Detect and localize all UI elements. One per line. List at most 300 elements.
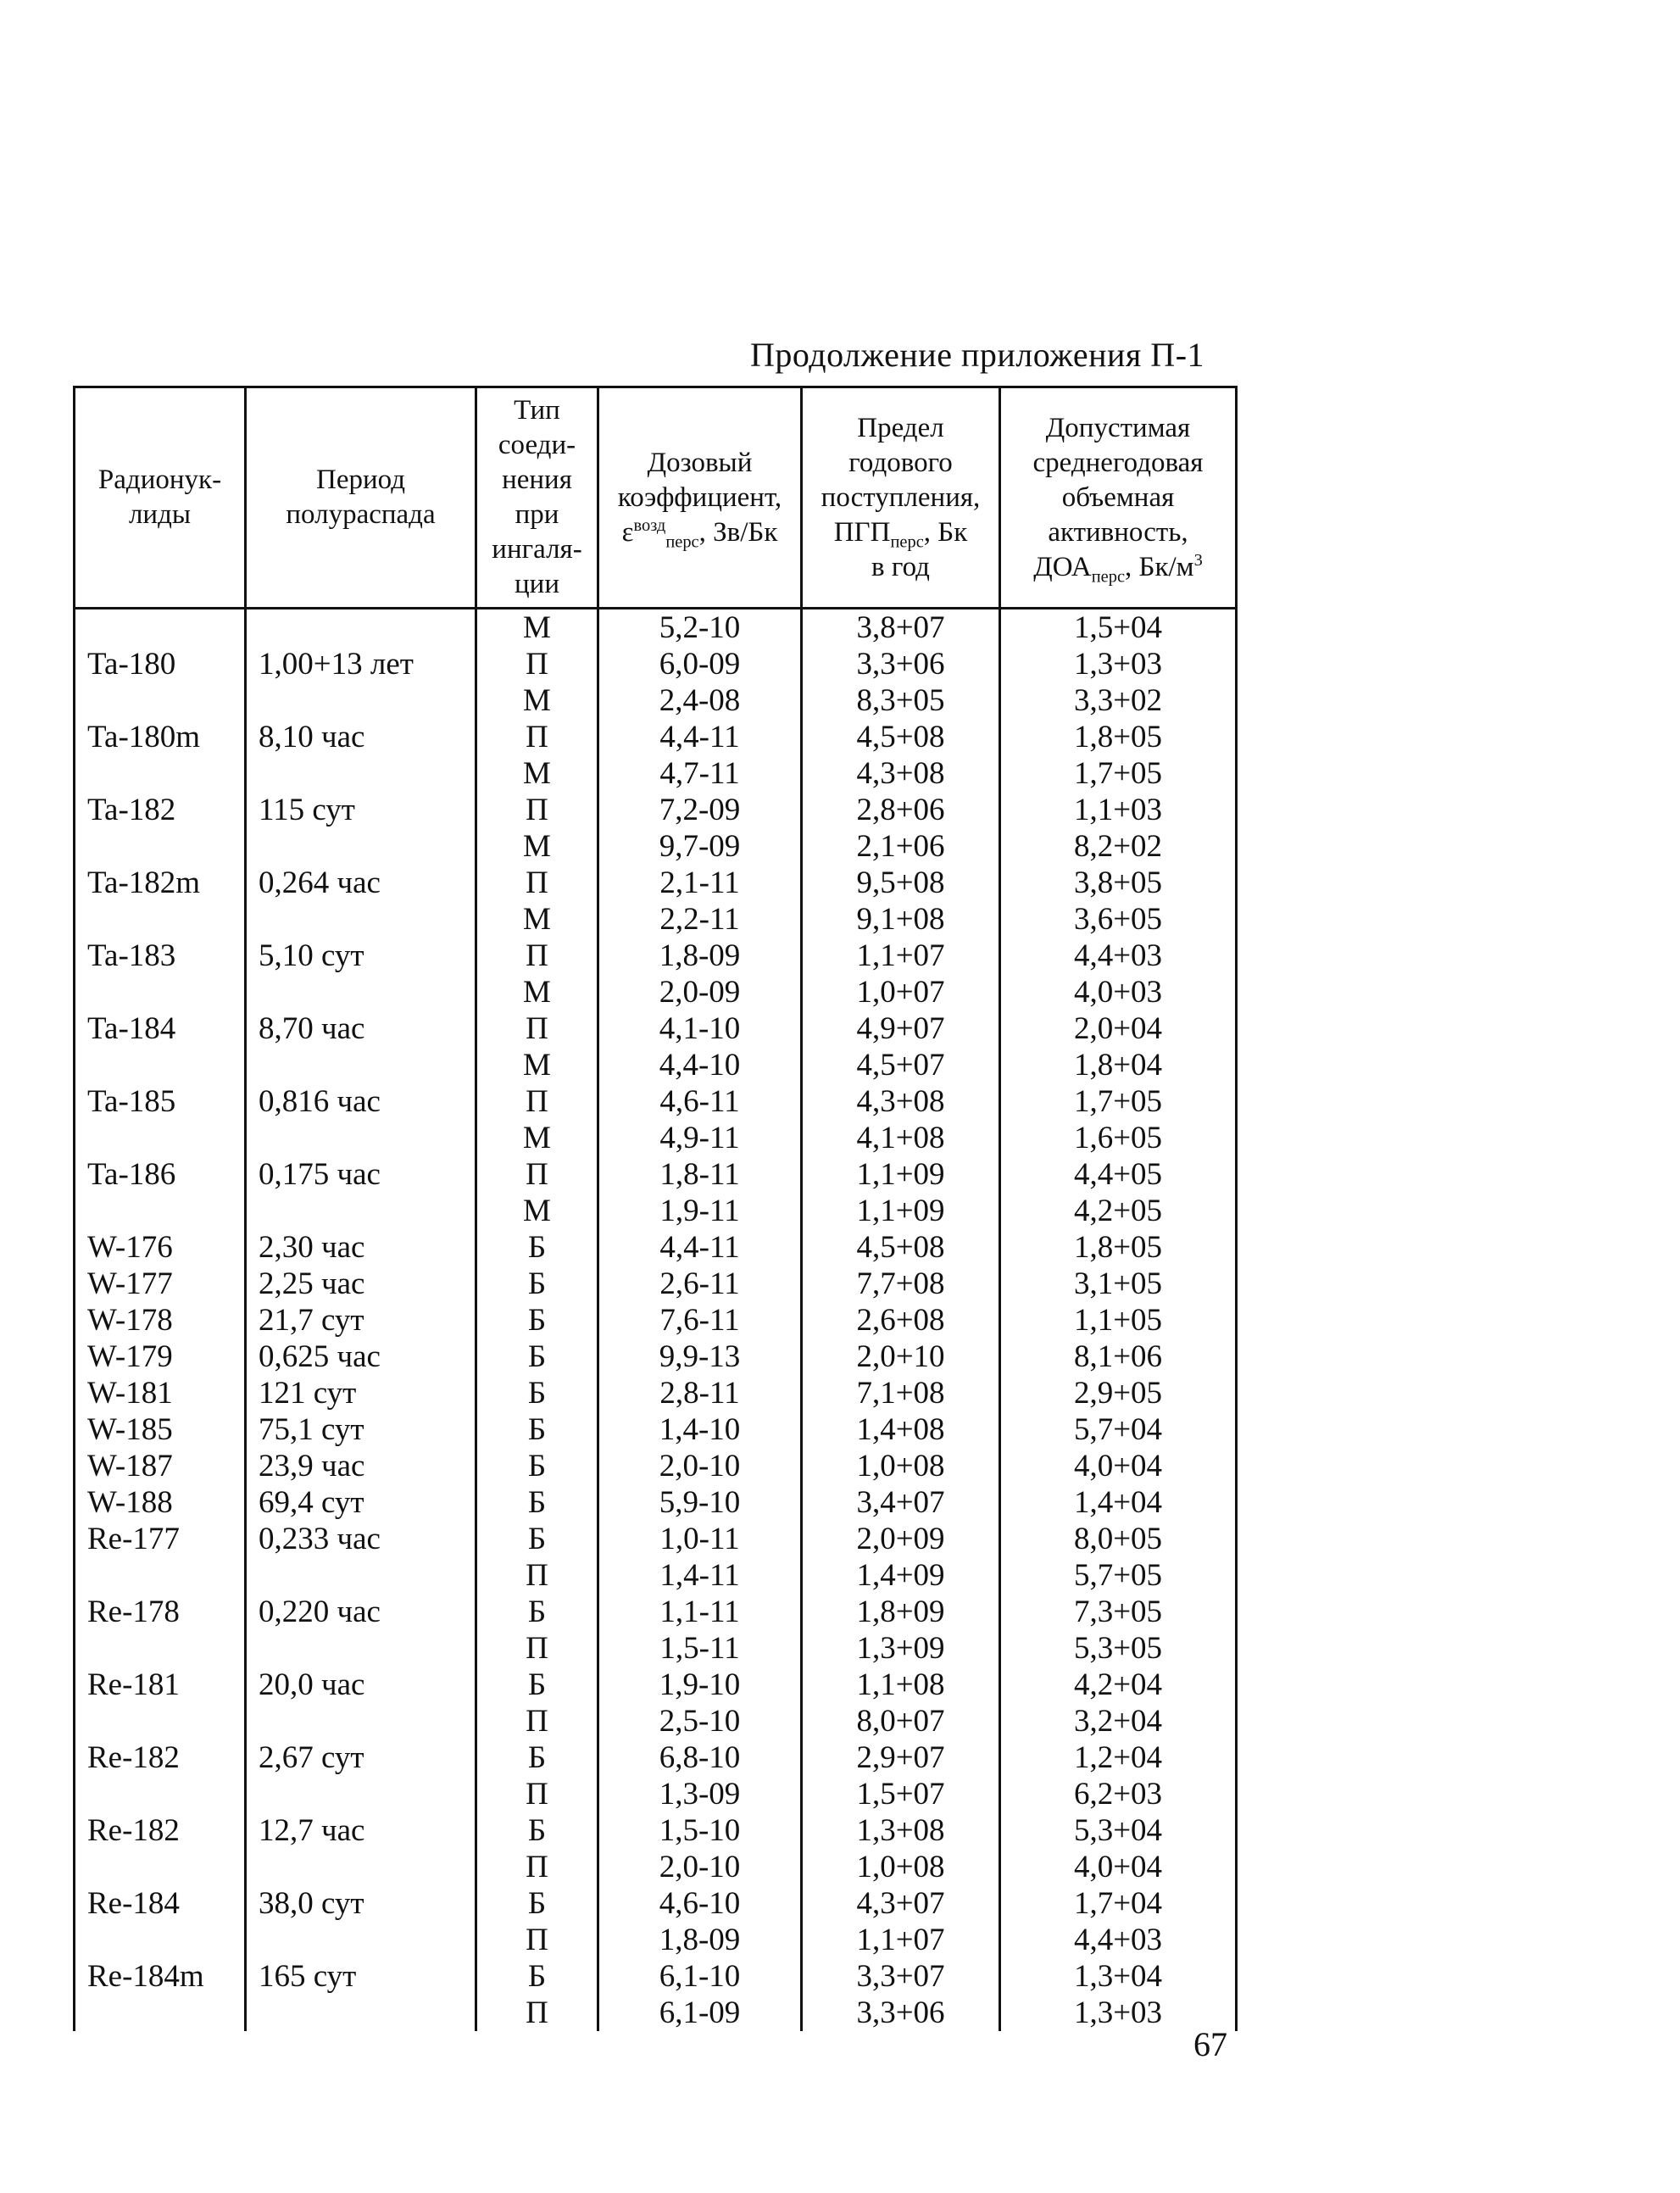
cell-half-life: 38,0 сут xyxy=(246,1885,476,1922)
table-row xyxy=(75,974,1237,1010)
cell-dose-coefficient: 4,4-10 xyxy=(598,1047,802,1083)
header-period xyxy=(246,387,476,609)
table-row xyxy=(75,646,1237,682)
cell-intake-limit: 1,4+09 xyxy=(802,1557,1000,1594)
cell-permissible-activity: 3,3+02 xyxy=(1000,682,1237,719)
cell-dose-coefficient: 2,0-10 xyxy=(598,1849,802,1885)
cell-intake-limit: 4,5+08 xyxy=(802,719,1000,755)
cell-permissible-activity: 3,1+05 xyxy=(1000,1266,1237,1302)
table-row xyxy=(75,1849,1237,1885)
cell-half-life xyxy=(246,1849,476,1885)
header-limit-sub: перс xyxy=(890,532,924,552)
cell-half-life xyxy=(246,1922,476,1958)
cell-intake-limit: 4,3+08 xyxy=(802,755,1000,792)
cell-half-life: 0,625 час xyxy=(246,1339,476,1375)
cell-half-life: 23,9 час xyxy=(246,1448,476,1484)
cell-compound-type: П xyxy=(476,1922,598,1958)
table-row xyxy=(75,1120,1237,1156)
cell-intake-limit: 4,9+07 xyxy=(802,1010,1000,1047)
cell-dose-coefficient: 2,0-09 xyxy=(598,974,802,1010)
cell-half-life: 1,00+13 лет xyxy=(246,646,476,682)
cell-intake-limit: 1,0+07 xyxy=(802,974,1000,1010)
cell-compound-type: М xyxy=(476,828,598,865)
table-row xyxy=(75,901,1237,938)
cell-dose-coefficient: 1,0-11 xyxy=(598,1521,802,1557)
table-row xyxy=(75,1594,1237,1630)
table-row xyxy=(75,865,1237,901)
cell-compound-type: Б xyxy=(476,1411,598,1448)
table-row xyxy=(75,1557,1237,1594)
cell-compound-type: М xyxy=(476,755,598,792)
cell-intake-limit: 2,0+10 xyxy=(802,1339,1000,1375)
table-row xyxy=(75,938,1237,974)
cell-permissible-activity: 1,3+03 xyxy=(1000,646,1237,682)
cell-permissible-activity: 4,4+05 xyxy=(1000,1156,1237,1193)
cell-dose-coefficient: 2,2-11 xyxy=(598,901,802,938)
cell-compound-type: П xyxy=(476,1849,598,1885)
cell-intake-limit: 9,5+08 xyxy=(802,865,1000,901)
cell-dose-coefficient: 1,3-09 xyxy=(598,1776,802,1812)
cell-compound-type: М xyxy=(476,1120,598,1156)
header-dose-main: Дозовый коэффициент, xyxy=(617,447,782,513)
table-row xyxy=(75,1885,1237,1922)
radionuclide-table-container xyxy=(73,386,1235,2031)
table-row xyxy=(75,1995,1237,2031)
cell-half-life xyxy=(246,828,476,865)
cell-dose-coefficient: 1,8-11 xyxy=(598,1156,802,1193)
cell-permissible-activity: 5,7+05 xyxy=(1000,1557,1237,1594)
cell-nuclide: Re-184 xyxy=(75,1885,246,1922)
cell-intake-limit: 1,3+08 xyxy=(802,1812,1000,1849)
cell-permissible-activity: 3,8+05 xyxy=(1000,865,1237,901)
cell-permissible-activity: 1,7+05 xyxy=(1000,755,1237,792)
header-compound-type xyxy=(476,387,598,609)
cell-half-life: 2,25 час xyxy=(246,1266,476,1302)
cell-permissible-activity: 3,2+04 xyxy=(1000,1703,1237,1739)
cell-intake-limit: 1,8+09 xyxy=(802,1594,1000,1630)
cell-intake-limit: 1,1+09 xyxy=(802,1193,1000,1229)
table-caption: Продолжение приложения П-1 xyxy=(750,336,1205,374)
table-row xyxy=(75,1339,1237,1375)
cell-compound-type: Б xyxy=(476,1339,598,1375)
cell-dose-coefficient: 9,7-09 xyxy=(598,828,802,865)
cell-half-life: 5,10 сут xyxy=(246,938,476,974)
cell-compound-type: Б xyxy=(476,1375,598,1411)
cell-permissible-activity: 1,1+05 xyxy=(1000,1302,1237,1339)
cell-nuclide xyxy=(75,974,246,1010)
cell-nuclide xyxy=(75,1193,246,1229)
cell-permissible-activity: 1,8+05 xyxy=(1000,719,1237,755)
cell-compound-type: П xyxy=(476,792,598,828)
cell-permissible-activity: 8,2+02 xyxy=(1000,828,1237,865)
cell-intake-limit: 3,8+07 xyxy=(802,609,1000,647)
cell-permissible-activity: 4,0+03 xyxy=(1000,974,1237,1010)
cell-nuclide: Re-182 xyxy=(75,1812,246,1849)
header-limit-main: Предел годового поступления, xyxy=(821,412,981,513)
cell-nuclide: Ta-182m xyxy=(75,865,246,901)
cell-intake-limit: 3,3+07 xyxy=(802,1958,1000,1995)
cell-dose-coefficient: 1,8-09 xyxy=(598,938,802,974)
cell-dose-coefficient: 4,7-11 xyxy=(598,755,802,792)
cell-permissible-activity: 4,4+03 xyxy=(1000,938,1237,974)
cell-half-life xyxy=(246,609,476,647)
cell-nuclide xyxy=(75,609,246,647)
cell-half-life xyxy=(246,974,476,1010)
table-row xyxy=(75,828,1237,865)
cell-intake-limit: 9,1+08 xyxy=(802,901,1000,938)
cell-half-life: 115 сут xyxy=(246,792,476,828)
header-limit-unit: , Бк xyxy=(923,516,968,548)
cell-half-life: 121 сут xyxy=(246,1375,476,1411)
cell-dose-coefficient: 2,1-11 xyxy=(598,865,802,901)
cell-intake-limit: 7,7+08 xyxy=(802,1266,1000,1302)
cell-intake-limit: 1,5+07 xyxy=(802,1776,1000,1812)
cell-intake-limit: 7,1+08 xyxy=(802,1375,1000,1411)
cell-nuclide: Re-181 xyxy=(75,1667,246,1703)
cell-dose-coefficient: 1,9-10 xyxy=(598,1667,802,1703)
cell-nuclide xyxy=(75,1047,246,1083)
cell-half-life: 8,70 час xyxy=(246,1010,476,1047)
header-nuclide-text: Радионук-лиды xyxy=(97,465,222,530)
table-row xyxy=(75,1193,1237,1229)
cell-permissible-activity: 1,8+04 xyxy=(1000,1047,1237,1083)
cell-half-life xyxy=(246,901,476,938)
cell-dose-coefficient: 6,1-09 xyxy=(598,1995,802,2031)
cell-compound-type: Б xyxy=(476,1302,598,1339)
cell-compound-type: М xyxy=(476,1193,598,1229)
cell-half-life: 8,10 час xyxy=(246,719,476,755)
cell-permissible-activity: 4,0+04 xyxy=(1000,1448,1237,1484)
cell-half-life xyxy=(246,1193,476,1229)
cell-nuclide: Ta-183 xyxy=(75,938,246,974)
header-permissible-activity xyxy=(1000,387,1237,609)
cell-nuclide: Re-177 xyxy=(75,1521,246,1557)
cell-permissible-activity: 8,0+05 xyxy=(1000,1521,1237,1557)
header-period-text: Период полураспада xyxy=(286,465,436,530)
cell-nuclide xyxy=(75,1630,246,1667)
cell-compound-type: П xyxy=(476,1156,598,1193)
cell-permissible-activity: 1,8+05 xyxy=(1000,1229,1237,1266)
cell-nuclide: Ta-184 xyxy=(75,1010,246,1047)
cell-half-life: 2,30 час xyxy=(246,1229,476,1266)
cell-intake-limit: 1,0+08 xyxy=(802,1849,1000,1885)
cell-permissible-activity: 1,3+04 xyxy=(1000,1958,1237,1995)
cell-permissible-activity: 4,4+03 xyxy=(1000,1922,1237,1958)
cell-dose-coefficient: 2,4-08 xyxy=(598,682,802,719)
table-row xyxy=(75,755,1237,792)
cell-compound-type: П xyxy=(476,1557,598,1594)
cell-compound-type: Б xyxy=(476,1958,598,1995)
cell-half-life xyxy=(246,1557,476,1594)
cell-compound-type: П xyxy=(476,1010,598,1047)
cell-half-life: 12,7 час xyxy=(246,1812,476,1849)
table-header xyxy=(75,387,1237,609)
table-row xyxy=(75,1375,1237,1411)
table-row xyxy=(75,1266,1237,1302)
cell-dose-coefficient: 4,6-11 xyxy=(598,1083,802,1120)
cell-permissible-activity: 4,2+04 xyxy=(1000,1667,1237,1703)
cell-nuclide: Re-184m xyxy=(75,1958,246,1995)
cell-nuclide: Re-182 xyxy=(75,1739,246,1776)
cell-intake-limit: 3,3+06 xyxy=(802,1995,1000,2031)
cell-nuclide xyxy=(75,1995,246,2031)
table-row xyxy=(75,1411,1237,1448)
cell-permissible-activity: 1,6+05 xyxy=(1000,1120,1237,1156)
cell-nuclide xyxy=(75,828,246,865)
cell-intake-limit: 3,3+06 xyxy=(802,646,1000,682)
cell-compound-type: Б xyxy=(476,1594,598,1630)
cell-nuclide xyxy=(75,1557,246,1594)
cell-permissible-activity: 1,5+04 xyxy=(1000,609,1237,647)
cell-dose-coefficient: 2,8-11 xyxy=(598,1375,802,1411)
table-row xyxy=(75,1667,1237,1703)
cell-dose-coefficient: 5,9-10 xyxy=(598,1484,802,1521)
cell-half-life: 0,816 час xyxy=(246,1083,476,1120)
cell-half-life xyxy=(246,1995,476,2031)
cell-intake-limit: 2,6+08 xyxy=(802,1302,1000,1339)
cell-nuclide: W-176 xyxy=(75,1229,246,1266)
cell-compound-type: Б xyxy=(476,1448,598,1484)
cell-nuclide xyxy=(75,755,246,792)
cell-dose-coefficient: 6,0-09 xyxy=(598,646,802,682)
cell-dose-coefficient: 1,1-11 xyxy=(598,1594,802,1630)
cell-nuclide: W-188 xyxy=(75,1484,246,1521)
table-row xyxy=(75,1010,1237,1047)
cell-half-life: 0,220 час xyxy=(246,1594,476,1630)
cell-nuclide: Ta-180 xyxy=(75,646,246,682)
cell-nuclide: W-185 xyxy=(75,1411,246,1448)
cell-permissible-activity: 3,6+05 xyxy=(1000,901,1237,938)
cell-nuclide: W-177 xyxy=(75,1266,246,1302)
cell-compound-type: М xyxy=(476,682,598,719)
cell-intake-limit: 1,0+08 xyxy=(802,1448,1000,1484)
cell-compound-type: П xyxy=(476,1995,598,2031)
cell-intake-limit: 4,5+07 xyxy=(802,1047,1000,1083)
cell-intake-limit: 4,5+08 xyxy=(802,1229,1000,1266)
cell-compound-type: П xyxy=(476,938,598,974)
cell-intake-limit: 8,3+05 xyxy=(802,682,1000,719)
cell-intake-limit: 8,0+07 xyxy=(802,1703,1000,1739)
cell-permissible-activity: 1,4+04 xyxy=(1000,1484,1237,1521)
cell-intake-limit: 4,3+07 xyxy=(802,1885,1000,1922)
cell-permissible-activity: 1,2+04 xyxy=(1000,1739,1237,1776)
cell-nuclide: W-178 xyxy=(75,1302,246,1339)
cell-permissible-activity: 6,2+03 xyxy=(1000,1776,1237,1812)
cell-nuclide xyxy=(75,901,246,938)
cell-compound-type: Б xyxy=(476,1484,598,1521)
cell-compound-type: Б xyxy=(476,1812,598,1849)
cell-dose-coefficient: 7,2-09 xyxy=(598,792,802,828)
table-row xyxy=(75,1484,1237,1521)
cell-permissible-activity: 5,3+04 xyxy=(1000,1812,1237,1849)
cell-half-life: 0,264 час xyxy=(246,865,476,901)
table-row xyxy=(75,1630,1237,1667)
header-doa-sup: 3 xyxy=(1193,550,1203,570)
header-type-text: Тип соеди-нения при ингаля-ции xyxy=(492,395,582,599)
cell-half-life xyxy=(246,755,476,792)
cell-permissible-activity: 4,2+05 xyxy=(1000,1193,1237,1229)
cell-dose-coefficient: 2,0-10 xyxy=(598,1448,802,1484)
cell-dose-coefficient: 4,6-10 xyxy=(598,1885,802,1922)
cell-compound-type: П xyxy=(476,865,598,901)
cell-compound-type: П xyxy=(476,1703,598,1739)
cell-dose-coefficient: 9,9-13 xyxy=(598,1339,802,1375)
cell-compound-type: Б xyxy=(476,1667,598,1703)
cell-intake-limit: 2,0+09 xyxy=(802,1521,1000,1557)
table-row xyxy=(75,1083,1237,1120)
header-doa-abbr: ДОА xyxy=(1033,551,1092,582)
cell-permissible-activity: 1,7+04 xyxy=(1000,1885,1237,1922)
table-body xyxy=(75,609,1237,2032)
cell-permissible-activity: 1,1+03 xyxy=(1000,792,1237,828)
cell-permissible-activity: 5,7+04 xyxy=(1000,1411,1237,1448)
cell-compound-type: Б xyxy=(476,1266,598,1302)
cell-permissible-activity: 8,1+06 xyxy=(1000,1339,1237,1375)
cell-compound-type: М xyxy=(476,901,598,938)
cell-compound-type: П xyxy=(476,719,598,755)
cell-dose-coefficient: 2,5-10 xyxy=(598,1703,802,1739)
table-row xyxy=(75,1302,1237,1339)
cell-dose-coefficient: 6,8-10 xyxy=(598,1739,802,1776)
cell-nuclide xyxy=(75,1922,246,1958)
table-row xyxy=(75,1776,1237,1812)
cell-nuclide: Ta-180m xyxy=(75,719,246,755)
cell-nuclide: Ta-185 xyxy=(75,1083,246,1120)
cell-compound-type: Б xyxy=(476,1885,598,1922)
table-row xyxy=(75,1229,1237,1266)
cell-dose-coefficient: 4,9-11 xyxy=(598,1120,802,1156)
cell-dose-coefficient: 2,6-11 xyxy=(598,1266,802,1302)
table-row xyxy=(75,1156,1237,1193)
page-number: 67 xyxy=(1193,2025,1227,2063)
cell-intake-limit: 1,4+08 xyxy=(802,1411,1000,1448)
cell-half-life xyxy=(246,682,476,719)
table-row xyxy=(75,1922,1237,1958)
cell-dose-coefficient: 1,5-11 xyxy=(598,1630,802,1667)
cell-nuclide: Ta-182 xyxy=(75,792,246,828)
header-dose-unit: , Зв/Бк xyxy=(698,516,778,548)
cell-permissible-activity: 1,7+05 xyxy=(1000,1083,1237,1120)
header-dose-symbol xyxy=(621,515,778,552)
cell-intake-limit: 1,1+07 xyxy=(802,938,1000,974)
cell-dose-coefficient: 1,4-10 xyxy=(598,1411,802,1448)
cell-permissible-activity: 1,3+03 xyxy=(1000,1995,1237,2031)
cell-nuclide: W-181 xyxy=(75,1375,246,1411)
cell-nuclide: Ta-186 xyxy=(75,1156,246,1193)
cell-nuclide: W-187 xyxy=(75,1448,246,1484)
cell-nuclide: W-179 xyxy=(75,1339,246,1375)
cell-compound-type: П xyxy=(476,1776,598,1812)
header-nuclide xyxy=(75,387,246,609)
cell-half-life xyxy=(246,1120,476,1156)
cell-compound-type: П xyxy=(476,1083,598,1120)
header-limit-abbr: ПГП xyxy=(833,516,891,548)
cell-intake-limit: 1,1+08 xyxy=(802,1667,1000,1703)
cell-compound-type: П xyxy=(476,646,598,682)
cell-intake-limit: 1,1+09 xyxy=(802,1156,1000,1193)
cell-dose-coefficient: 1,4-11 xyxy=(598,1557,802,1594)
table-row xyxy=(75,1448,1237,1484)
cell-half-life: 69,4 сут xyxy=(246,1484,476,1521)
table-row xyxy=(75,1739,1237,1776)
radionuclide-table xyxy=(73,386,1238,2031)
cell-dose-coefficient: 6,1-10 xyxy=(598,1958,802,1995)
cell-intake-limit: 2,9+07 xyxy=(802,1739,1000,1776)
cell-compound-type: Б xyxy=(476,1521,598,1557)
cell-half-life: 20,0 час xyxy=(246,1667,476,1703)
cell-dose-coefficient: 1,8-09 xyxy=(598,1922,802,1958)
header-dose-sup: возд xyxy=(633,515,666,535)
table-row xyxy=(75,719,1237,755)
cell-dose-coefficient: 4,1-10 xyxy=(598,1010,802,1047)
cell-half-life: 21,7 сут xyxy=(246,1302,476,1339)
header-doa-sub: перс xyxy=(1091,567,1126,587)
header-limit-tail: в год xyxy=(871,551,930,582)
header-dose-eps: ε xyxy=(621,516,634,548)
table-row xyxy=(75,1521,1237,1557)
cell-dose-coefficient: 1,5-10 xyxy=(598,1812,802,1849)
cell-intake-limit: 4,3+08 xyxy=(802,1083,1000,1120)
header-dose-coefficient xyxy=(598,387,802,609)
cell-permissible-activity: 2,9+05 xyxy=(1000,1375,1237,1411)
cell-dose-coefficient: 1,9-11 xyxy=(598,1193,802,1229)
cell-nuclide xyxy=(75,1120,246,1156)
cell-half-life xyxy=(246,1776,476,1812)
cell-nuclide xyxy=(75,1776,246,1812)
cell-half-life xyxy=(246,1047,476,1083)
table-row xyxy=(75,609,1237,647)
cell-nuclide: Re-178 xyxy=(75,1594,246,1630)
cell-compound-type: М xyxy=(476,609,598,647)
table-row xyxy=(75,1047,1237,1083)
cell-half-life: 165 сут xyxy=(246,1958,476,1995)
table-row xyxy=(75,1812,1237,1849)
cell-permissible-activity: 4,0+04 xyxy=(1000,1849,1237,1885)
cell-compound-type: Б xyxy=(476,1739,598,1776)
cell-dose-coefficient: 5,2-10 xyxy=(598,609,802,647)
cell-compound-type: М xyxy=(476,1047,598,1083)
cell-compound-type: Б xyxy=(476,1229,598,1266)
header-doa-main: Допустимая среднегодовая объемная активность, xyxy=(1032,412,1204,548)
cell-nuclide xyxy=(75,1703,246,1739)
cell-half-life xyxy=(246,1703,476,1739)
cell-compound-type: М xyxy=(476,974,598,1010)
cell-intake-limit: 4,1+08 xyxy=(802,1120,1000,1156)
cell-nuclide xyxy=(75,682,246,719)
cell-permissible-activity: 2,0+04 xyxy=(1000,1010,1237,1047)
header-dose-sub: перс xyxy=(665,532,699,552)
cell-intake-limit: 2,8+06 xyxy=(802,792,1000,828)
cell-half-life xyxy=(246,1630,476,1667)
cell-permissible-activity: 5,3+05 xyxy=(1000,1630,1237,1667)
cell-dose-coefficient: 4,4-11 xyxy=(598,1229,802,1266)
header-doa-unit: , Бк/м xyxy=(1125,551,1194,582)
table-row xyxy=(75,792,1237,828)
cell-dose-coefficient: 7,6-11 xyxy=(598,1302,802,1339)
cell-dose-coefficient: 4,4-11 xyxy=(598,719,802,755)
cell-half-life: 2,67 сут xyxy=(246,1739,476,1776)
cell-intake-limit: 1,3+09 xyxy=(802,1630,1000,1667)
cell-intake-limit: 2,1+06 xyxy=(802,828,1000,865)
cell-permissible-activity: 7,3+05 xyxy=(1000,1594,1237,1630)
cell-half-life: 0,233 час xyxy=(246,1521,476,1557)
header-annual-intake-limit xyxy=(802,387,1000,609)
cell-half-life: 75,1 сут xyxy=(246,1411,476,1448)
table-row xyxy=(75,682,1237,719)
cell-intake-limit: 3,4+07 xyxy=(802,1484,1000,1521)
cell-nuclide xyxy=(75,1849,246,1885)
table-row xyxy=(75,1958,1237,1995)
